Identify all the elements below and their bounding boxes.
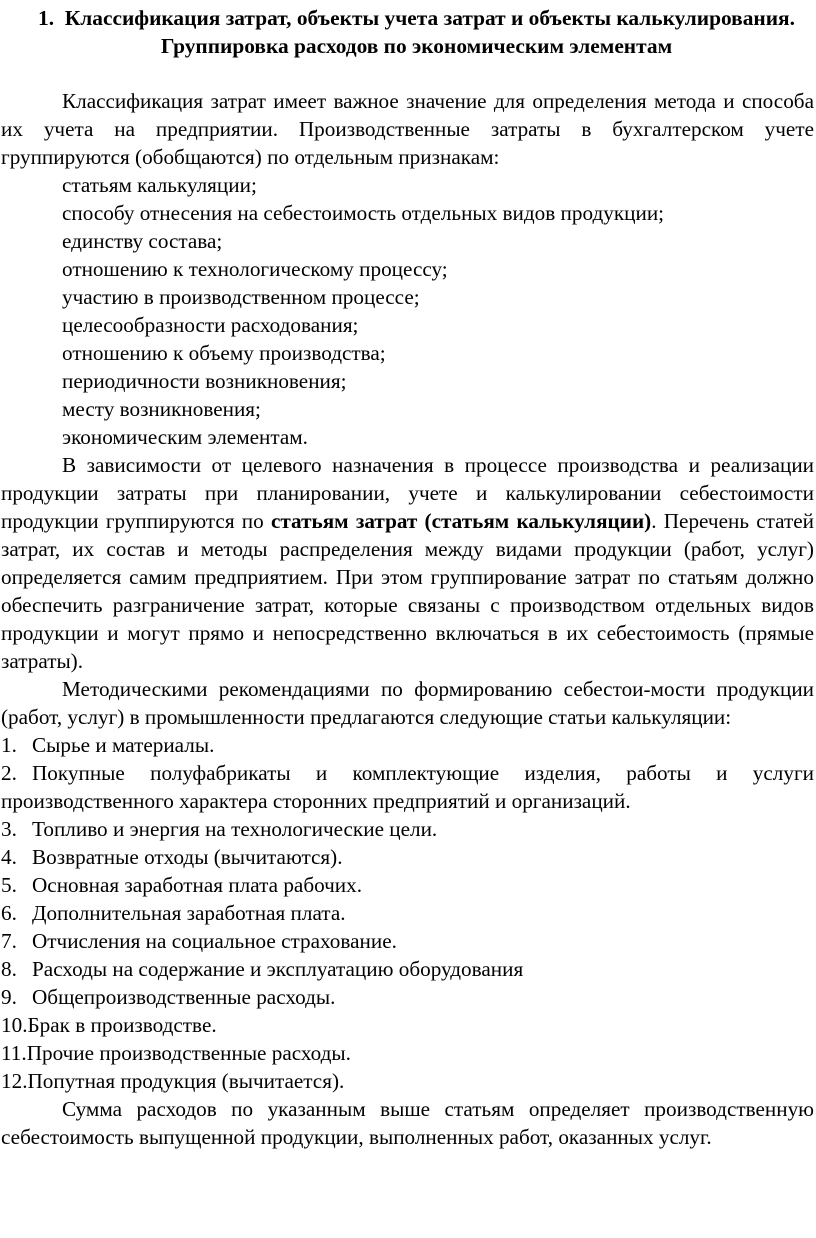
item-text: Покупные полуфабрикаты и комплектующие изделия, работы и услуги производственного характера сторонних предприятий и организаций.: [1, 761, 814, 813]
criteria-item: единству состава;: [62, 229, 223, 253]
criteria-item: экономическим элементам.: [62, 425, 308, 449]
item-number: 2.: [1, 761, 17, 785]
criteria-item: способу отнесения на себестоимость отдельных видов продукции;: [62, 201, 665, 225]
item-text: Брак в производстве.: [27, 1013, 217, 1037]
list-item: [1, 927, 814, 955]
item-text: Отчисления на социальное страхование.: [32, 929, 397, 953]
criteria-item: месту возникновения;: [62, 397, 261, 421]
recommendations-paragraph: Методическими рекомендациями по формированию себестои-мости продукции (работ, услуг) в промышленности предлагаются следующие статьи калькуляции:: [1, 677, 814, 729]
cost-items-paragraph: [1, 451, 814, 675]
item-text: Расходы на содержание и эксплуатацию оборудования: [32, 957, 524, 981]
list-item: [1, 1067, 814, 1095]
item-number: 9.: [1, 985, 17, 1009]
criteria-item: участию в производственном процессе;: [62, 285, 420, 309]
intro-paragraph: Классификация затрат имеет важное значение для определения метода и способа их учета на предприятии. Производственные затраты в бухгалтерском учете группируются (обобщаются) по отдельным признакам:: [1, 89, 814, 169]
item-text: Общепроизводственные расходы.: [32, 985, 336, 1009]
calculation-items-list: [1, 731, 814, 1095]
para2-text-after: . Перечень статей затрат, их состав и методы распределения между видами продукции (работ, услуг) определяется самим предприятием. При этом группирование затрат по статьям должно обеспечить разграничение затрат, которые связаны с производством отдельных видов продукции и могут прямо и непосредственно включаться в их себестоимость (прямые затраты).: [1, 509, 814, 673]
criteria-item: периодичности возникновения;: [62, 369, 347, 393]
list-item: [1, 899, 814, 927]
item-number: 11.: [1, 1041, 27, 1065]
list-item: [1, 731, 814, 759]
list-item: [1, 871, 814, 899]
criteria-item: статьям калькуляции;: [62, 173, 257, 197]
para2-bold-term: статьям затрат (статьям калькуляции): [270, 509, 652, 533]
heading-number: 1.: [38, 6, 55, 30]
item-text: Попутная продукция (вычитается).: [27, 1069, 345, 1093]
criteria-item: отношению к объему производства;: [62, 341, 386, 365]
heading-text: Классификация затрат, объекты учета затрат и объекты калькулирования. Группировка расходов по экономическим элементам: [64, 6, 795, 58]
item-number: 7.: [1, 929, 17, 953]
item-number: 3.: [1, 817, 17, 841]
para2-text-before: В зависимости от целевого назначения в процессе производства и реализации продукции затраты при планировании, учете и калькулировании себестоимости продукции группируются по: [1, 453, 814, 533]
item-number: 4.: [1, 845, 17, 869]
list-item: [1, 1011, 814, 1039]
item-text: Дополнительная заработная плата.: [32, 901, 346, 925]
list-item: [1, 1039, 814, 1067]
item-text: Прочие производственные расходы.: [26, 1041, 351, 1065]
section-heading: [1, 4, 814, 60]
list-item: [1, 843, 814, 871]
list-item: [1, 759, 814, 815]
list-item: [1, 955, 814, 983]
item-text: Основная заработная плата рабочих.: [32, 873, 363, 897]
item-number: 6.: [1, 901, 17, 925]
item-number: 12.: [1, 1069, 28, 1093]
document-page: [0, 4, 816, 1151]
criteria-item: отношению к технологическому процессу;: [62, 257, 448, 281]
item-text: Сырье и материалы.: [32, 733, 215, 757]
item-text: Возвратные отходы (вычитаются).: [32, 845, 343, 869]
list-item: [1, 983, 814, 1011]
item-number: 5.: [1, 873, 17, 897]
item-text: Топливо и энергия на технологические цели.: [32, 817, 438, 841]
criteria-list: [1, 171, 814, 451]
item-number: 10.: [1, 1013, 28, 1037]
conclusion-paragraph: Сумма расходов по указанным выше статьям определяет производственную себестоимость выпущенной продукции, выполненных работ, оказанных услуг.: [1, 1097, 814, 1149]
item-number: 1.: [1, 733, 17, 757]
criteria-item: целесообразности расходования;: [62, 313, 359, 337]
list-item: [1, 815, 814, 843]
item-number: 8.: [1, 957, 17, 981]
